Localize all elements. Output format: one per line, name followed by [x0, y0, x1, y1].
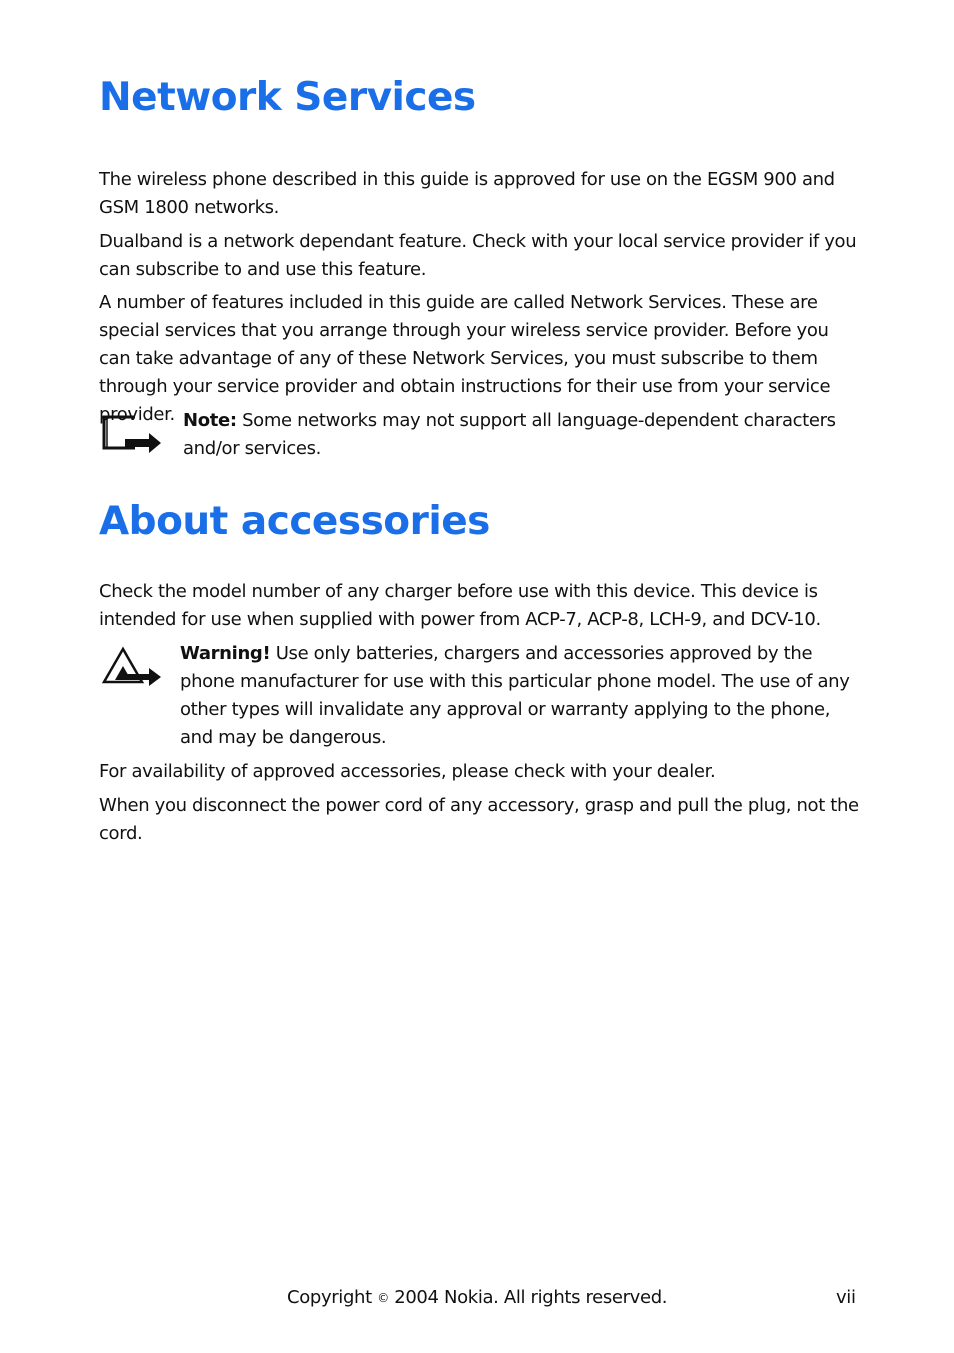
warning-text: Use only batteries, chargers and accessories approved by the phone manufacturer for use with this particular phone model. The use of any other types will invalidate any approval or warranty applying to the phone, and may be dangerous. — [180, 643, 850, 748]
copyright-prefix: Copyright — [287, 1287, 378, 1308]
paragraph-dualband: Dualband is a network dependant feature. Check with your local service provider if you can subscribe to and use this feature. — [99, 231, 857, 280]
warning-block — [180, 640, 860, 752]
note-text: Some networks may not support all language-dependent characters and/or services. — [183, 410, 836, 459]
warning-label: Warning! — [180, 643, 271, 664]
paragraph-availability: For availability of approved accessories, please check with your dealer. — [99, 761, 716, 782]
heading-network-services: Network Services — [99, 75, 476, 120]
heading-about-accessories: About accessories — [99, 499, 490, 544]
paragraph-power-cord: When you disconnect the power cord of any accessory, grasp and pull the plug, not the cord. — [99, 795, 859, 844]
paragraph-charger-model: Check the model number of any charger before use with this device. This device is intended for use when supplied with power from ACP-7, ACP-8, LCH-9, and DCV-10. — [99, 581, 821, 630]
paragraph-network-services: A number of features included in this guide are called Network Services. These are special services that you arrange through your wireless service provider. Before you can take advantage of any of these Network Services, you must subscribe to them through your service provider and obtain instructions for their use from your service provider. — [99, 292, 831, 425]
note-block — [183, 407, 863, 463]
page-number: vii — [836, 1287, 856, 1308]
copyright-symbol: © — [377, 1291, 389, 1305]
footer-copyright — [287, 1287, 667, 1308]
note-icon — [101, 414, 163, 456]
warning-icon — [101, 646, 163, 688]
paragraph-approval: The wireless phone described in this guide is approved for use on the EGSM 900 and GSM 1800 networks. — [99, 169, 835, 218]
copyright-suffix: 2004 Nokia. All rights reserved. — [388, 1287, 668, 1308]
note-label: Note: — [183, 410, 237, 431]
